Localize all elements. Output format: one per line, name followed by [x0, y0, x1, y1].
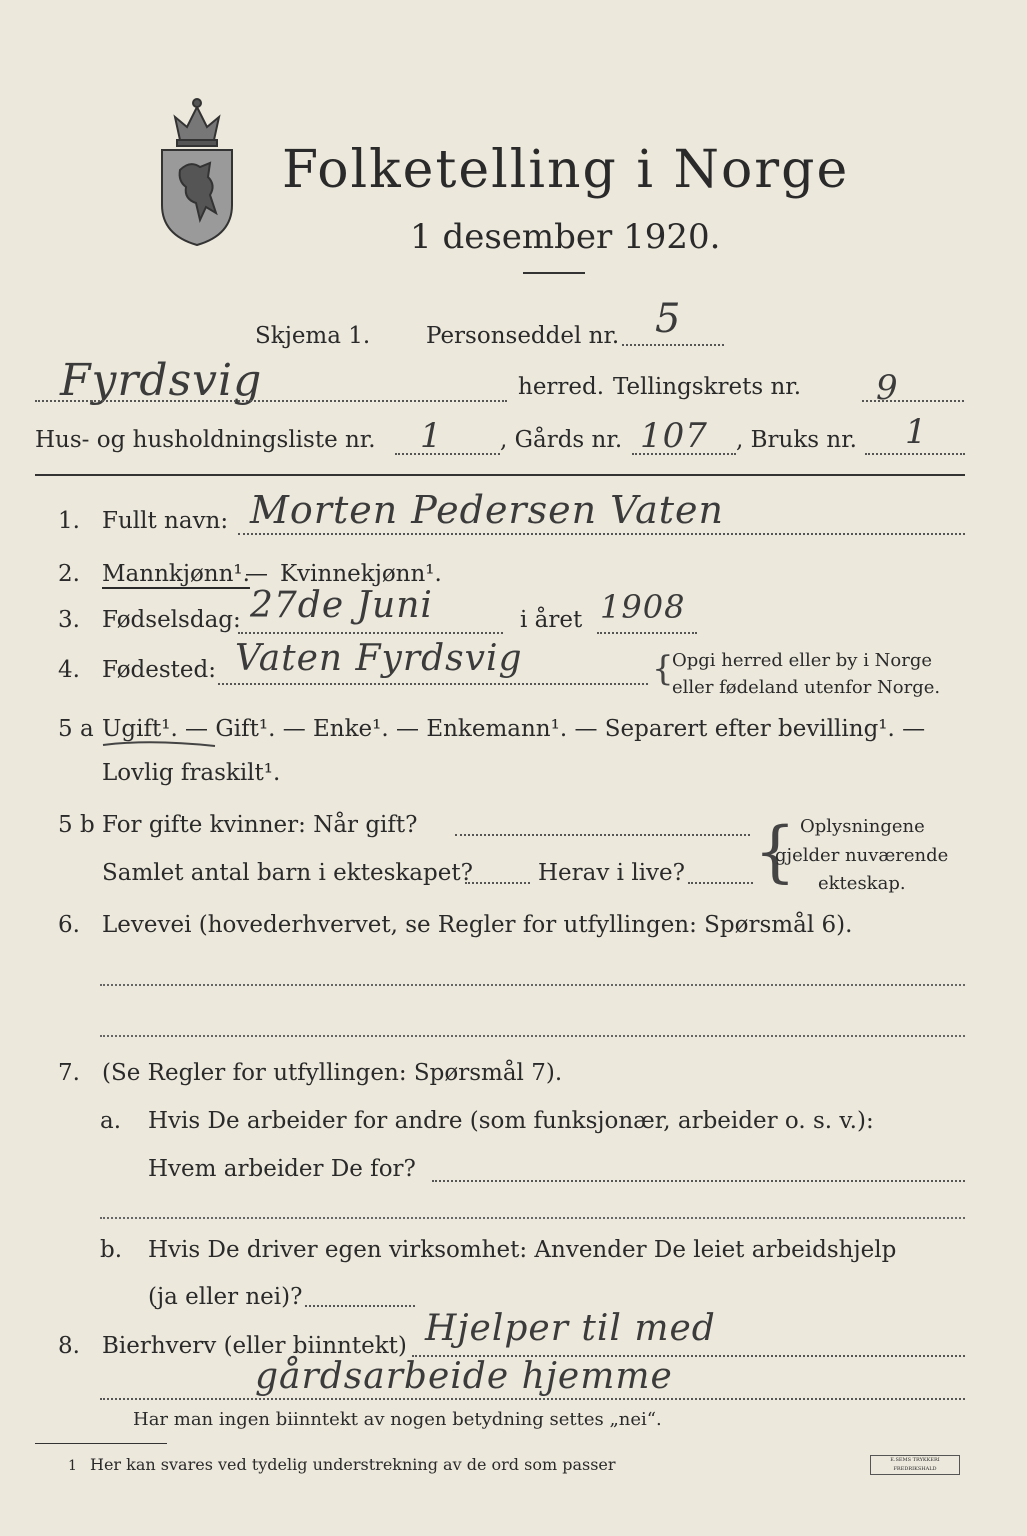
q7a-number: a. [100, 1108, 122, 1134]
q7b-question: Hvis De driver egen virksomhet: Anvender De leiet arbeidshjelp [148, 1237, 897, 1263]
gards-label: , Gårds nr. [500, 427, 623, 453]
q5b-number: 5 b [58, 812, 95, 838]
q2-male: Mannkjønn¹. [102, 561, 250, 587]
printer-stamp: E.SEMS TRYKKERI FREDRIKSHALD [870, 1455, 960, 1475]
q5b-when-married-line [455, 834, 750, 836]
q7-label: (Se Regler for utfyllingen: Spørsmål 7). [102, 1060, 563, 1086]
personseddel-line [622, 344, 724, 346]
skjema-label: Skjema 1. [255, 323, 371, 349]
q7a-employer-label: Hvem arbeider De for? [148, 1156, 416, 1182]
q7b-number: b. [100, 1237, 123, 1263]
q1-line [238, 533, 965, 535]
q5b-brace: { [754, 813, 796, 890]
q6-line1 [100, 984, 965, 986]
q5a-options-cont: Lovlig fraskilt¹. [102, 760, 281, 786]
footnote-rule [35, 1443, 167, 1444]
form-title: Folketelling i Norge [282, 140, 850, 200]
q4-line [218, 683, 648, 685]
q8-value-line2: gårdsarbeide hjemme [255, 1356, 673, 1397]
q8-number: 8. [58, 1333, 80, 1359]
q6-number: 6. [58, 912, 80, 938]
q5a-options: Ugift¹. — Gift¹. — Enke¹. — Enkemann¹. — Separert efter bevilling¹. — [102, 716, 926, 742]
q5b-note-line2: gjelder nuværende [775, 845, 949, 866]
norway-coat-of-arms-icon [150, 95, 245, 250]
footnote-marker: 1 [68, 1458, 77, 1474]
q5b-note-line1: Oplysningene [800, 816, 925, 837]
q5b-children-line [465, 882, 530, 884]
q8-line2 [100, 1398, 965, 1400]
personseddel-value: 5 [655, 296, 682, 342]
q8-label: Bierhverv (eller biinntekt) [102, 1333, 407, 1359]
q1-label: Fullt navn: [102, 508, 229, 534]
q4-label: Fødested: [102, 657, 217, 683]
gards-value: 107 [640, 416, 708, 456]
q2-female: Kvinnekjønn¹. [280, 561, 442, 587]
q3-number: 3. [58, 607, 80, 633]
q3-year-value: 1908 [600, 588, 686, 626]
q3-label: Fødselsdag: [102, 607, 241, 633]
q6-line2 [100, 1035, 965, 1037]
q5b-children-label: Samlet antal barn i ekteskapet? [102, 860, 473, 886]
q3-year-label: i året [520, 607, 583, 633]
q7b-ja-nei-line [305, 1305, 415, 1307]
tellingskrets-value: 9 [876, 368, 899, 408]
q5b-when-married-label: For gifte kvinner: Når gift? [102, 812, 418, 838]
tellingskrets-label: Tellingskrets nr. [613, 374, 802, 400]
personseddel-label: Personseddel nr. [426, 323, 620, 349]
bruks-line [865, 453, 965, 455]
q8-value-line1: Hjelper til med [425, 1308, 716, 1349]
q4-note-line2: eller fødeland utenfor Norge. [672, 677, 941, 698]
q7a-question: Hvis De arbeider for andre (som funksjonær, arbeider o. s. v.): [148, 1108, 874, 1134]
herred-line [35, 400, 507, 402]
herred-value: Fyrdsvig [60, 355, 263, 406]
hus-value: 1 [420, 416, 443, 456]
q4-brace: { [652, 649, 674, 689]
q1-value: Morten Pedersen Vaten [250, 488, 724, 532]
q3-year-line [597, 632, 697, 634]
hus-line [395, 453, 500, 455]
footnote-text: Her kan svares ved tydelig understrekning av de ord som passer [90, 1455, 616, 1474]
q3-value: 27de Juni [250, 585, 433, 626]
q5b-alive-label: Herav i live? [538, 860, 685, 886]
title-divider [523, 272, 585, 274]
q4-number: 4. [58, 657, 80, 683]
bruks-value: 1 [905, 412, 928, 452]
herred-label: herred. [518, 374, 605, 400]
hus-label: Hus- og husholdningsliste nr. [35, 427, 376, 453]
q7a-line2 [100, 1217, 965, 1219]
bruks-label: , Bruks nr. [736, 427, 857, 453]
q2-number: 2. [58, 561, 80, 587]
q7a-employer-line [432, 1180, 965, 1182]
q8-note: Har man ingen biinntekt av nogen betydning settes „nei“. [133, 1409, 662, 1430]
q5b-note-line3: ekteskap. [818, 873, 906, 894]
q4-value: Vaten Fyrdsvig [235, 638, 523, 679]
q1-number: 1. [58, 508, 80, 534]
q5a-number: 5 a [58, 716, 94, 742]
header-separator [35, 474, 965, 476]
q7-number: 7. [58, 1060, 80, 1086]
q3-line [238, 632, 503, 634]
form-date: 1 desember 1920. [410, 217, 721, 257]
q4-note-line1: Opgi herred eller by i Norge [672, 650, 933, 671]
q7b-ja-nei-label: (ja eller nei)? [148, 1284, 303, 1310]
q5a-ugift-underline [100, 736, 220, 750]
q6-label: Levevei (hovederhvervet, se Regler for utfyllingen: Spørsmål 6). [102, 912, 853, 938]
q2-separator: — [245, 561, 268, 587]
q5b-alive-line [688, 882, 753, 884]
